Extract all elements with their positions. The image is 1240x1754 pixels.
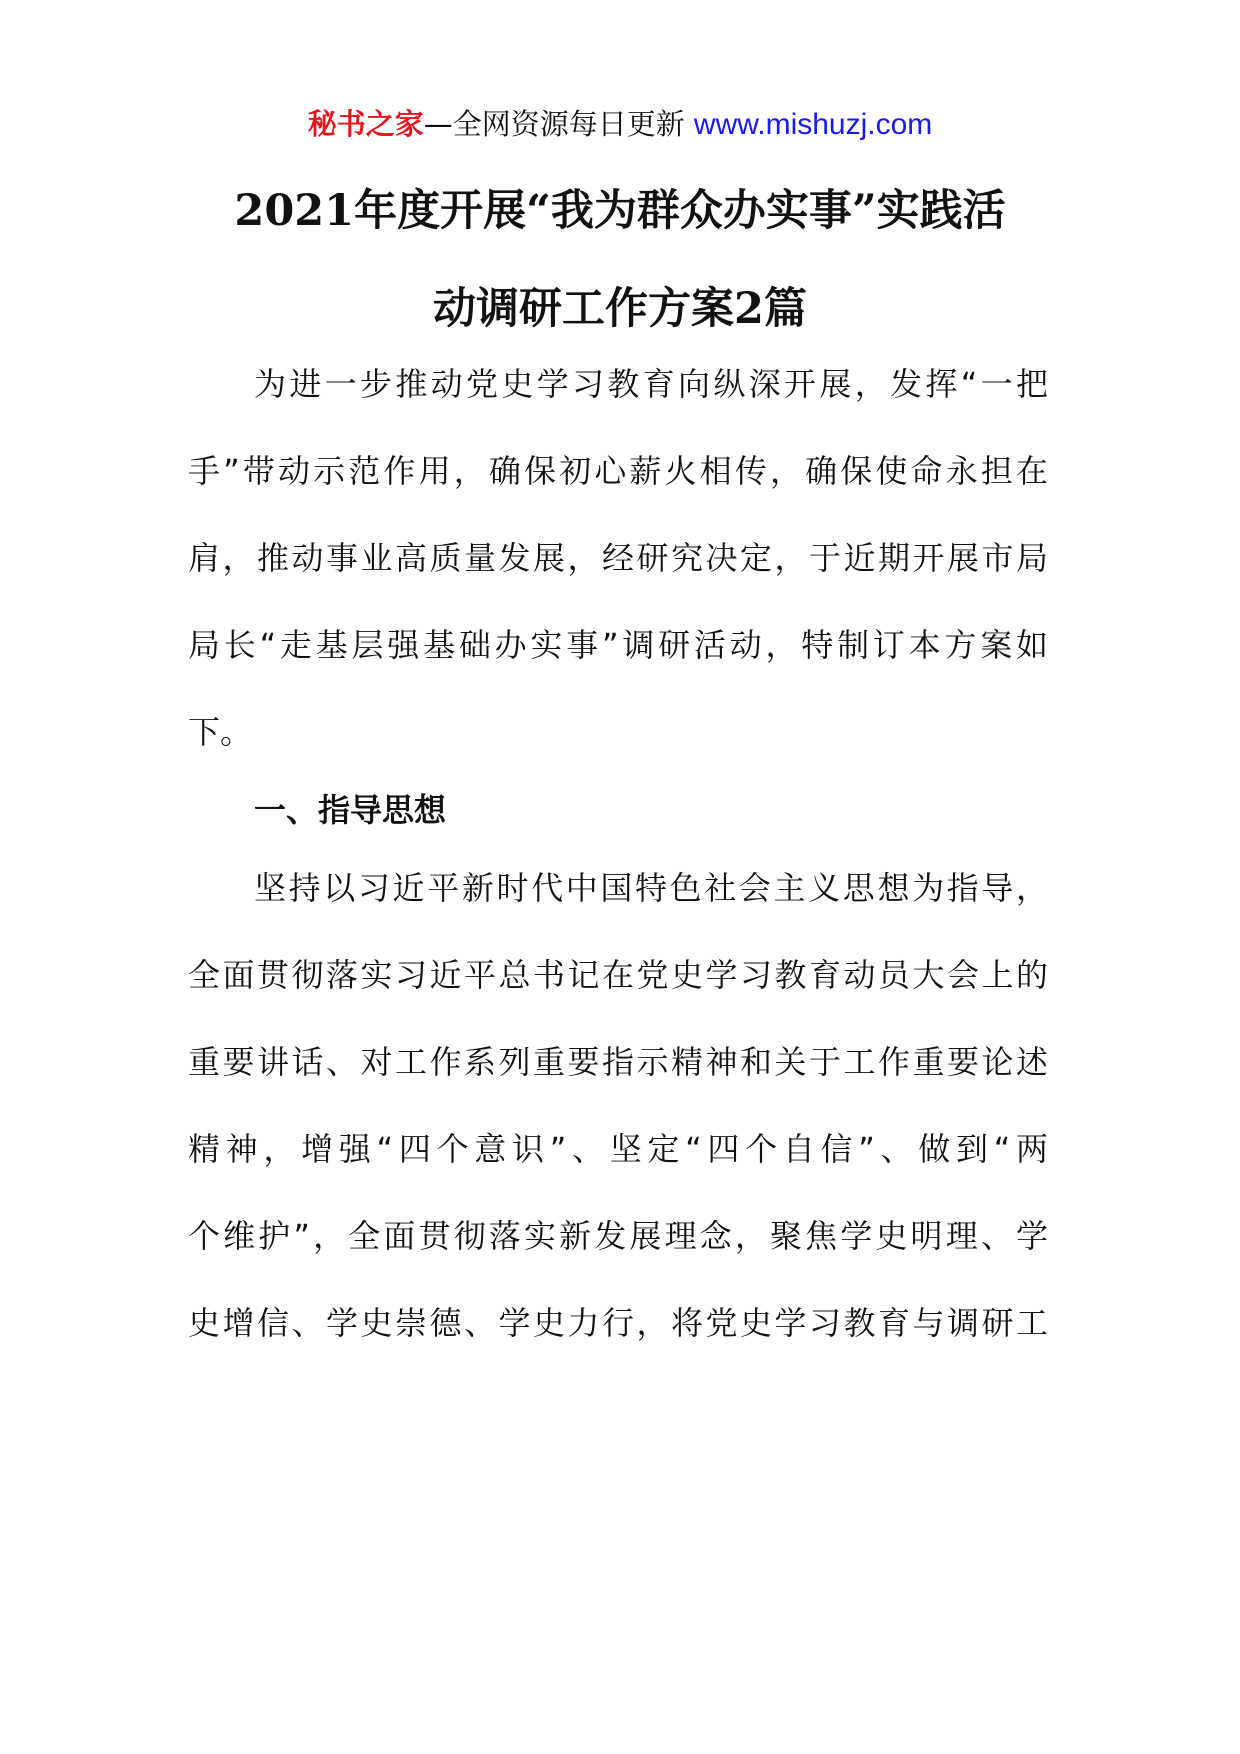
site-brand: 秘书之家 <box>307 107 424 141</box>
paragraph-line: 为进一步推动党史学习教育向纵深开展，发挥“一把 <box>254 365 1048 403</box>
site-slogan: —全网资源每日更新 <box>423 107 694 141</box>
site-url-link[interactable]: www.mishuzj.com <box>693 108 933 141</box>
paragraph-line: 重要讲话、对工作系列重要指示精神和关于工作重要论述 <box>188 1043 1048 1081</box>
section-heading: 一、指导思想 <box>254 791 447 829</box>
paragraph-line: 下。 <box>188 713 253 751</box>
paragraph-line: 精神，增强“四个意识”、坚定“四个自信”、做到“两 <box>188 1130 1048 1168</box>
site-header <box>0 100 1240 149</box>
document-title-line-1: 2021年度开展“我为群众办实事”实践活 <box>234 186 1006 236</box>
paragraph-line: 史增信、学史崇德、学史力行，将党史学习教育与调研工 <box>188 1304 1048 1342</box>
paragraph-line: 全面贯彻落实习近平总书记在党史学习教育动员大会上的 <box>188 956 1048 994</box>
document-title <box>150 162 1090 358</box>
document-title-line-2: 动调研工作方案2篇 <box>433 284 807 334</box>
paragraph-line: 手”带动示范作用，确保初心薪火相传，确保使命永担在 <box>188 452 1048 490</box>
paragraph-line: 个维护”，全面贯彻落实新发展理念，聚焦学史明理、学 <box>188 1217 1048 1255</box>
paragraph-line: 局长“走基层强基础办实事”调研活动，特制订本方案如 <box>188 626 1048 664</box>
paragraph-line: 肩，推动事业高质量发展，经研究决定，于近期开展市局 <box>188 539 1048 577</box>
paragraph-line: 坚持以习近平新时代中国特色社会主义思想为指导， <box>254 869 1048 907</box>
